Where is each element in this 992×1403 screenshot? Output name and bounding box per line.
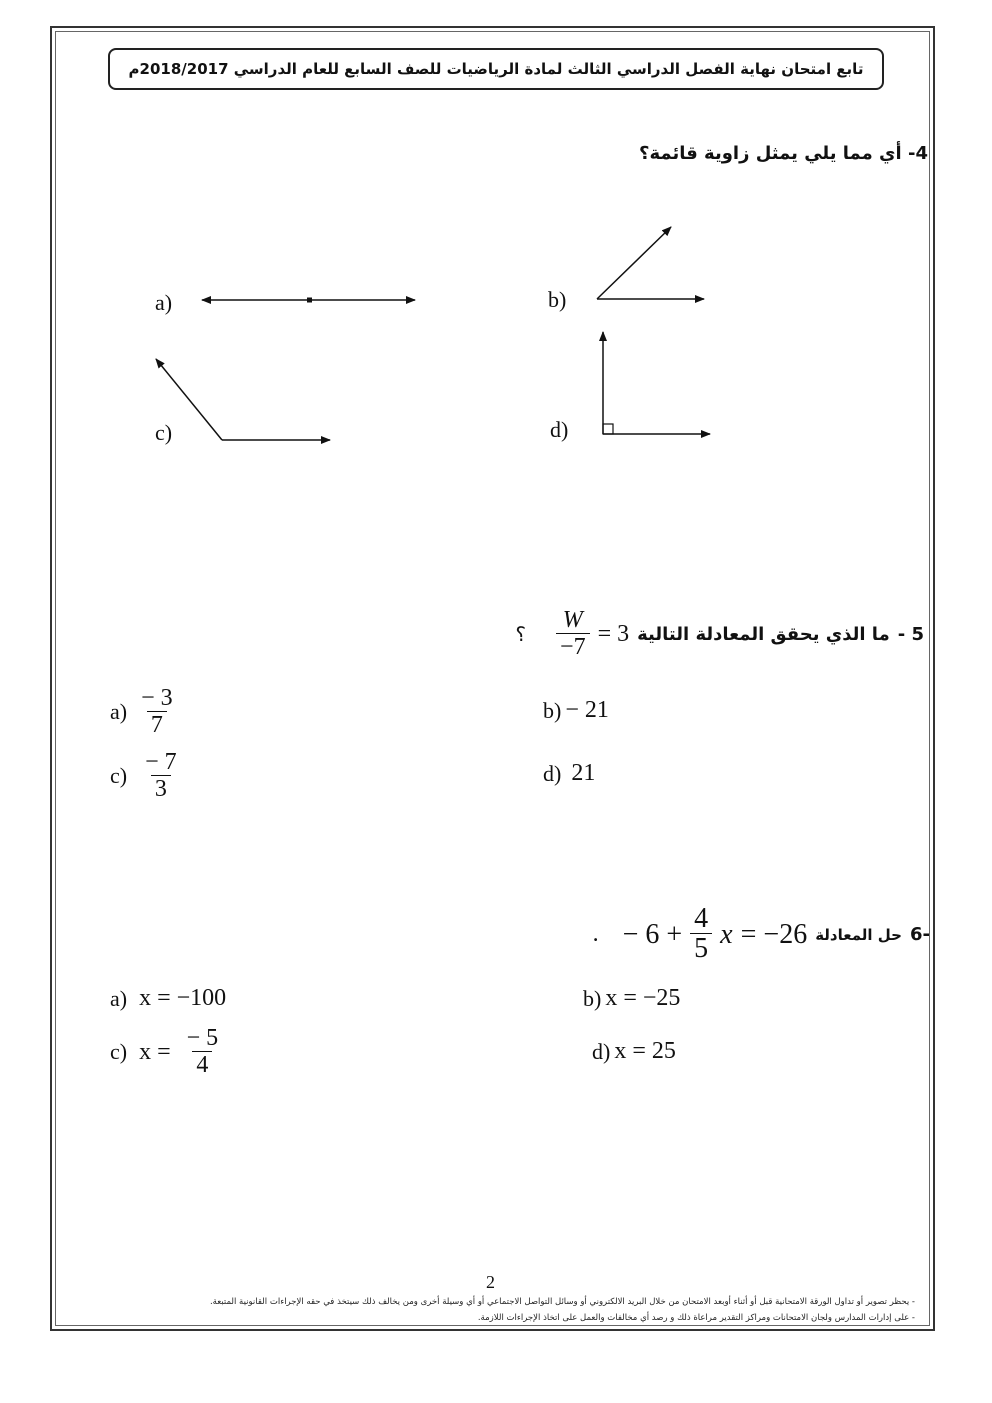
q4-option-a-label: a) [155, 290, 173, 315]
q6-eq-denominator: 5 [690, 933, 712, 965]
figure-c-obtuse-angle [156, 359, 330, 440]
q5-option-a-label: a) [110, 699, 128, 725]
q5-option-d [543, 760, 595, 787]
q5-option-b-label: b) [543, 697, 562, 723]
q4-option-b-label: b) [548, 287, 567, 312]
q5-question-mark: ؟ [515, 623, 527, 646]
q5-equation-fraction [556, 608, 590, 661]
q6-option-b-value: x = −25 [605, 985, 681, 1011]
question-5-text: ما الذي يحقق المعادلة التالية [637, 623, 890, 645]
q5-option-b [543, 697, 609, 724]
q5-option-c-denominator: 3 [151, 775, 171, 802]
q4-figures [0, 0, 992, 520]
q6-eq-left: − 6 + [622, 918, 683, 950]
q6-option-c [110, 1026, 222, 1079]
q6-option-d-value: x = 25 [614, 1038, 676, 1064]
header-title: تابع امتحان نهاية الفصل الدراسي الثالث لمادة الرياضيات للصف السابع للعام الدراسي 2018/2017م [128, 60, 864, 78]
q5-option-c-numerator: − 7 [145, 749, 177, 775]
figure-b-acute-angle [597, 227, 704, 299]
question-5-number: 5 - [897, 623, 924, 645]
q5-eq-rhs: = 3 [597, 620, 630, 647]
q6-eq-fraction [690, 904, 712, 965]
q5-option-a-fraction [137, 686, 177, 739]
q6-option-b [583, 985, 680, 1012]
q5-option-c [110, 750, 181, 803]
q5-option-b-value: − 21 [565, 697, 609, 723]
q6-option-d [592, 1038, 676, 1065]
question-6-text: حل المعادلة [815, 925, 902, 944]
q4-option-d-label: d) [550, 417, 569, 442]
q5-option-a-numerator: − 3 [141, 685, 173, 711]
q6-option-c-label: c) [110, 1039, 128, 1065]
q6-eq-numerator: 4 [694, 903, 709, 934]
q6-option-a-label: a) [110, 985, 128, 1011]
q5-eq-numerator: W [562, 607, 583, 633]
question-6-number: -6 [909, 924, 930, 946]
q6-option-c-denominator: 4 [192, 1051, 212, 1078]
q5-option-c-label: c) [110, 763, 128, 789]
q6-option-b-label: b) [583, 985, 602, 1011]
footer-note-line-1: - يحظر تصوير أو تداول الورقة الامتحانية قبل أو أثناء أوبعد الامتحان من خلال البريد الالكتروني أو وسائل التواصل الاجتماعي أو أي وسيلة أخرى ومن يخالف ذلك سيتخذ في حقه الإجراءات القانونية المتبعة. [209, 1297, 915, 1307]
q6-option-c-numerator: − 5 [186, 1025, 219, 1051]
q5-option-d-value: 21 [571, 760, 596, 786]
q6-option-a-value: x = −100 [139, 985, 227, 1011]
q5-option-d-label: d) [543, 760, 562, 786]
question-4-number: 4- [907, 143, 928, 164]
figure-a-straight-angle [202, 298, 415, 303]
question-5 [515, 608, 924, 661]
q6-option-d-label: d) [592, 1038, 611, 1064]
question-6 [593, 904, 930, 965]
q5-option-c-fraction [141, 750, 181, 803]
q6-eq-right: = −26 [740, 918, 808, 950]
q6-eq-variable: x [720, 918, 733, 950]
q6-option-c-lhs: x = [139, 1038, 171, 1065]
footer-note-line-2: - على إدارات المدارس ولجان الامتحانات ومراكز التقدير مراعاة ذلك و رصد أي مخالفات والعمل على اتخاذ الإجراءات اللازمة. [477, 1313, 915, 1323]
q6-dot: . [592, 921, 599, 948]
q6-option-a [110, 985, 226, 1012]
question-4-text: أي مما يلي يمثل زاوية قائمة؟ [639, 143, 902, 164]
q5-option-a-denominator: 7 [147, 711, 167, 738]
q5-option-a [110, 686, 177, 739]
page-number: 2 [486, 1272, 495, 1292]
q5-eq-denominator: −7 [556, 633, 590, 660]
figure-d-right-angle [603, 332, 710, 434]
q4-option-c-label: c) [155, 420, 173, 445]
q6-option-c-fraction [183, 1026, 223, 1079]
